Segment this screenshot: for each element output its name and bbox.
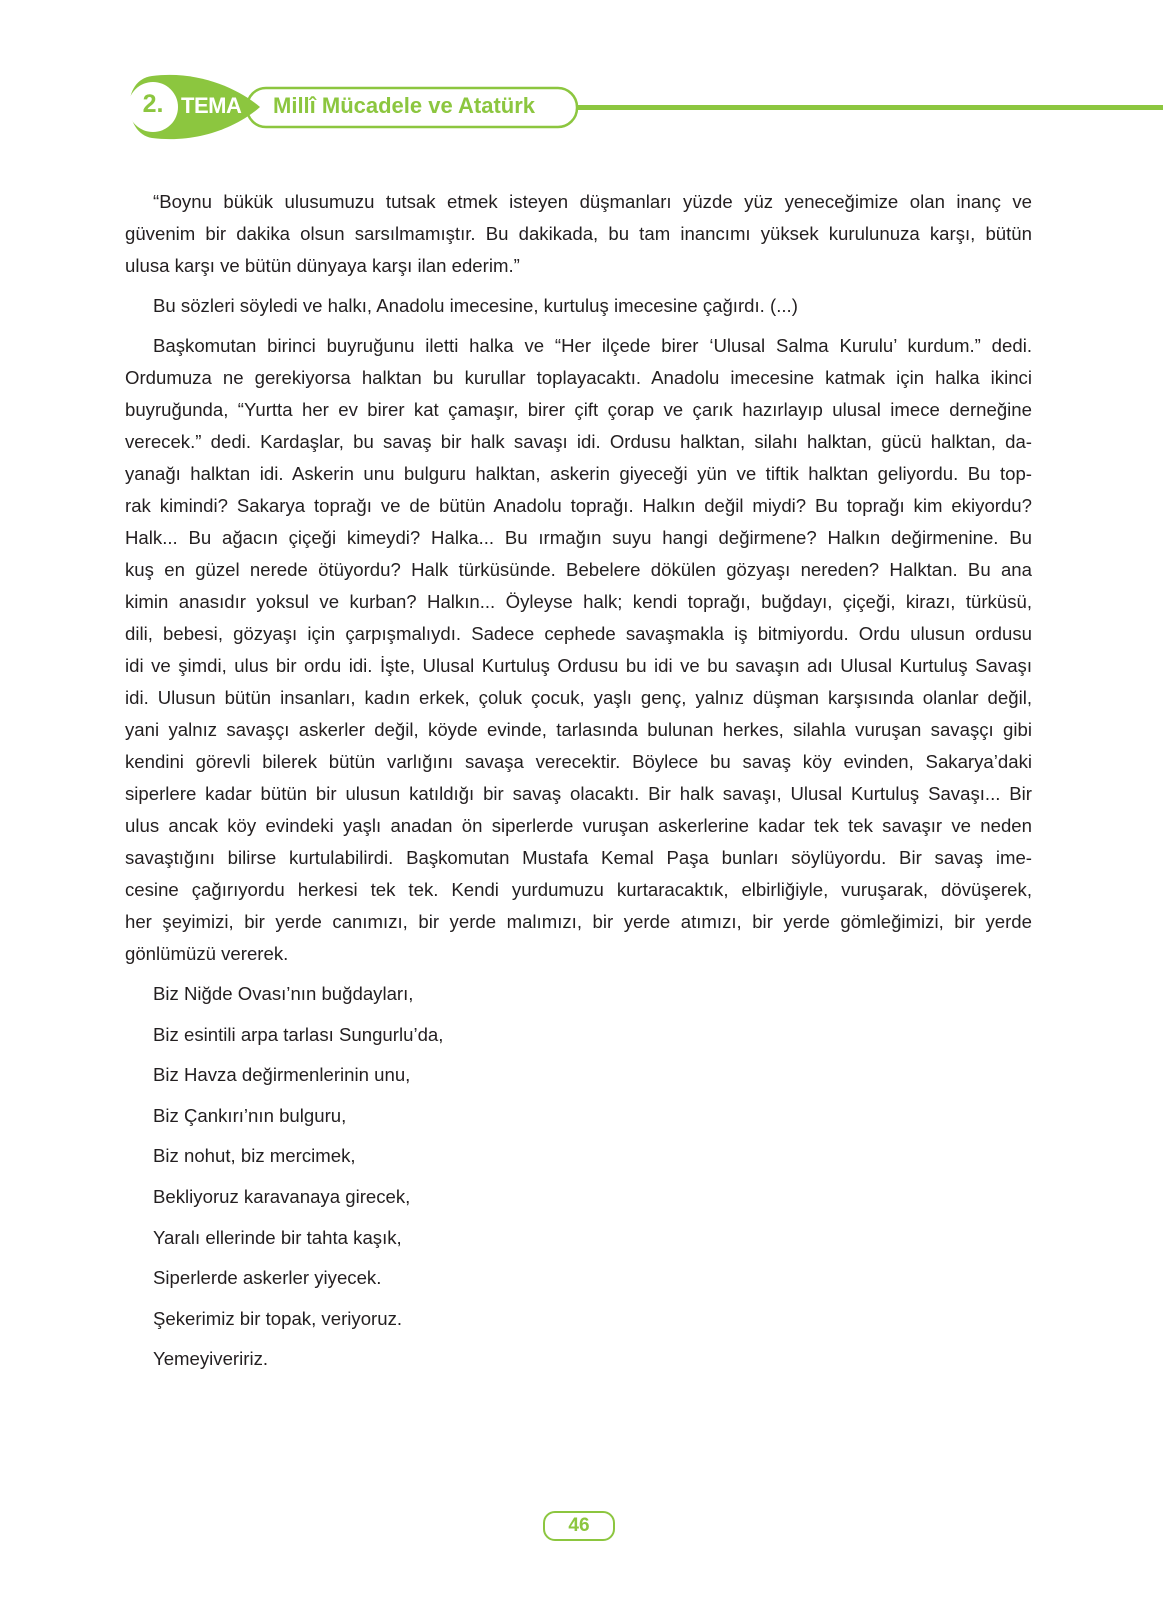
text-line: Halk... Bu ağacın çiçeği kimeydi? Halka... Bu ırmağın suyu hangi değirmene? Halkın değirmenine. Bu	[125, 527, 1032, 548]
text-line: yani yalnız savaşçı askerler değil, köyde evinde, tarlasında bulunan herkes, silahla vuruşan savaşçı gibi	[125, 719, 1032, 740]
text-line: her şeyimizi, bir yerde canımızı, bir yerde malımızı, bir yerde atımızı, bir yerde gömleğimizi, bir yerde	[125, 911, 1032, 932]
text-line: savaştığını bilirse kurtulabilirdi. Başkomutan Mustafa Kemal Paşa bunları söylüyordu. Bir savaş ime-	[125, 847, 1032, 868]
text-line: “Boynu bükük ulusumuzu tutsak etmek isteyen düşmanları yüzde yüz yeneceğimize olan inanç ve	[153, 191, 1032, 212]
text-line: Bu sözleri söyledi ve halkı, Anadolu imecesine, kurtuluş imecesine çağırdı. (...)	[153, 295, 798, 316]
text-line: dili, bebesi, gözyaşı için çarpışmalıydı. Sadece cephede savaşmakla iş bitmiyordu. Ordu ulusun ordusu	[125, 623, 1032, 644]
text-line: kendini görevli bilerek bütün varlığını savaşa verecektir. Böylece bu savaş köy evinden, Sakarya’daki	[125, 751, 1032, 772]
text-line: idi. Ulusun bütün insanları, kadın erkek, çoluk çocuk, yaşlı genç, yalnız düşman karşısında olanlar değil,	[125, 687, 1032, 708]
text-line: ulus ancak köy evindeki yaşlı anadan ön siperlerde vuruşan askerlerine kadar tek tek savaşır ve neden	[125, 815, 1032, 836]
poem	[125, 978, 1032, 1384]
text-line: güvenim bir dakika olsun sarsılmamıştır. Bu dakikada, bu tam inancımı yüksek kurulunuza karşı, bütün	[125, 223, 1032, 244]
poem-line: Yaralı ellerinde bir tahta kaşık,	[153, 1226, 402, 1248]
poem-line: Biz Niğde Ovası’nın buğdayları,	[153, 983, 414, 1004]
poem-line: Biz Havza değirmenlerinin unu,	[153, 1064, 411, 1086]
poem-line: Biz Çankırı’nın bulguru,	[153, 1104, 347, 1126]
poem-line: Yemeyiveririz.	[153, 1348, 269, 1370]
text-line: gönlümüzü vererek.	[125, 943, 289, 964]
text-line: verecek.” dedi. Kardaşlar, bu savaş bir halk savaşı idi. Ordusu halktan, silahı halktan, gücü halktan, da-	[125, 431, 1032, 452]
poem-line: Siperlerde askerler yiyecek.	[153, 1267, 382, 1289]
text-line: ulusa karşı ve bütün dünyaya karşı ilan ederim.”	[125, 255, 520, 276]
theme-number: 2.	[142, 90, 164, 118]
text-line: Ordumuza ne gerekiyorsa halktan bu kurullar toplayacaktı. Anadolu imecesine katmak için halka ikinci	[125, 367, 1032, 388]
text-line: siperlere kadar bütün bir ulusun katıldığı bir savaş olacaktı. Bir halk savaşı, Ulusal Kurtuluş Savaşı... Bir	[125, 783, 1032, 804]
paragraph	[125, 186, 1032, 282]
theme-label: TEMA	[181, 93, 242, 118]
poem-line: Şekerimiz bir topak, veriyoruz.	[153, 1307, 403, 1329]
poem-line: Biz esintili arpa tarlası Sungurlu’da,	[153, 1023, 444, 1045]
text-line: rak kimindi? Sakarya toprağı ve de bütün Anadolu toprağı. Halkın değil miydi? Bu toprağı kim ekiyordu?	[125, 495, 1032, 516]
poem-line: Biz nohut, biz mercimek,	[153, 1145, 356, 1167]
text-line: yanağı halktan idi. Askerin unu bulguru halktan, askerin giyeceği yün ve tiftik halktan geliyordu. Bu top-	[125, 463, 1032, 484]
page-number: 46	[543, 1511, 615, 1541]
text-line: cesine çağırıyordu herkesi tek tek. Kendi yurdumuzu kurtaracaktık, elbirliğiyle, vuruşarak, dövüşerek,	[125, 879, 1032, 900]
paragraph	[125, 290, 1032, 322]
theme-header	[0, 0, 1163, 150]
theme-header-graphic	[0, 0, 1163, 150]
body-text	[125, 186, 1032, 1384]
paragraph	[125, 330, 1032, 970]
theme-title: Millî Mücadele ve Atatürk	[273, 93, 536, 118]
text-line: idi ve şimdi, ulus bir ordu idi. İşte, Ulusal Kurtuluş Ordusu bu idi ve bu savaşın adı Ulusal Kurtuluş Savaşı	[125, 655, 1032, 676]
text-line: kimin anasıdır yoksul ve kurban? Halkın... Öyleyse halk; kendi toprağı, buğdayı, çiçeği, kirazı, türküsü,	[125, 591, 1032, 612]
text-line: kuş en güzel nerede ötüyordu? Halk türküsünde. Bebelere dökülen gözyaşı nereden? Halktan. Bu ana	[125, 559, 1032, 580]
text-line: buyruğunda, “Yurtta her ev birer kat çamaşır, birer çift çorap ve çarık hazırlayıp ulusal imece derneğine	[125, 399, 1032, 420]
poem-line: Bekliyoruz karavanaya girecek,	[153, 1185, 411, 1207]
text-line: Başkomutan birinci buyruğunu iletti halka ve “Her ilçede birer ‘Ulusal Salma Kurulu’ kurdum.” dedi.	[153, 335, 1032, 356]
